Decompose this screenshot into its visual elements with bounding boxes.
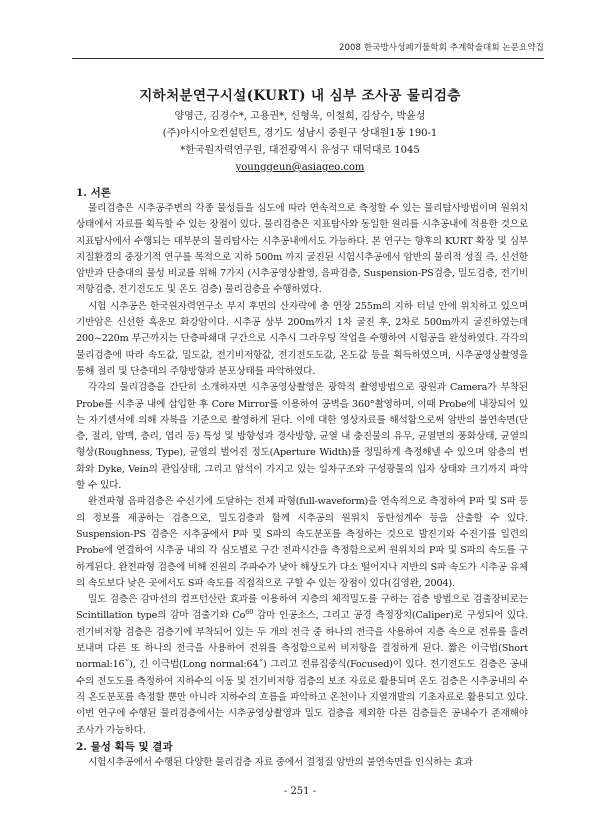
paragraph: 각각의 물리검층을 간단히 소개하자면 시추공영상촬영은 광학적 촬영방법으로 광원과 Camera가 부착된 Probe를 시추공 내에 삽입한 후 Core Mirror를 이용하여 공벽을 360°촬영하며, 이때 Probe에 내장되어 있는 자기센서에 의해 자북을 기준으로 촬영하게 된다. 이에 대한 영상자료를 해석함으로써 암반의 불연속면(단층, 절리, 암맥, 층리, 엽리 등) 특성 및 방향성과 경사방향, 균열 내 충진물의 유무, 균열면의 풍화상태, 균열의 형상(Roughness, Type), 균열의 벌어진 정도(Aperture Width)를 정밀하게 측정해낼 수 있으며 암층의 변화와 Dyke, Vein의 관입상태, 그리고 암석이 가지고 있는 일차구조와 구성광물의 입자 상태와 크기까지 파악할 수 있다.: [76, 382, 528, 492]
page-number: - 251 -: [283, 786, 317, 797]
paragraph: 물리검층은 시추공주변의 각종 물성들을 심도에 따라 연속적으로 측정할 수 있는 물리탐사방법이며 원위치상태에서 자료를 획득할 수 있는 장점이 있다. 물리검층은 지표탐사와 동일한 원리를 시추공내에 적용한 것으로 지표탐사에서 수행되는 대부분의 물리탐사는 시추공내에서도 가능하다. 본 연구는 향후의 KURT 확장 및 심부지질환경의 중장기적 연구를 목적으로 지하 500m 까지 굴진된 시험시추공에서 암반의 물리적 성질 즉, 신선한 암반과 단층대의 물성 비교를 위해 7가지 (시추공영상촬영, 음파검층, Suspension-PS검층, 밀도검층, 전기비저항검층, 전기전도도 및 온도 검층) 물리검층을 수행하였다.: [76, 203, 528, 296]
author-list: 양영근, 김경수*, 고용권*, 신형욱, 이철희, 김상수, 박윤성: [174, 111, 426, 122]
author-block: [0, 108, 600, 176]
paragraph: 시험 시추공은 한국원자력연구소 부지 후면의 산자락에 총 연장 255m의 지하 터널 안에 위치하고 있으며 기반암은 신선한 흑운모 화강암이다. 시추공 상부 200m까지 1차 굴진 후, 2차로 500m까지 굴진하였는데 200~220m 부근까지는 단층파쇄대 구간으로 시추시 그라우팅 작업을 수행하여 시험공을 완성하였다. 각각의 물리검층에 따라 속도값, 밀도값, 전기비저항값, 전기전도도값, 온도값 등을 획득하였으며, 시추공영상촬영을 통해 절리 및 단층대의 주향방향과 분포상태를 파악하였다.: [76, 300, 528, 377]
paper-title: 지하처분연구시설(KURT) 내 심부 조사공 물리검층: [139, 88, 461, 104]
section-1-heading: 1. 서론: [76, 187, 111, 199]
section-2-body: [76, 755, 528, 771]
paragraph-part: 감마 인공소스, 그리고 공경 측정장치(Caliper)로 구성되어 있다. 전기비저항 검층은 검층기에 부착되어 있는 두 개의 전극 중 하나의 전극을 사용하여 지층 속으로 전류를 흘려 보내며 다른 또 하나의 전극을 사용하여 전위를 측정함으로써 비저항을 결정하게 된다. 짧은 이극법(Short normal:16˝), 긴 이극법(Long normal:64˝) 그리고 전류집중식(Focused)이 있다. 전기전도도 검층은 공내수의 전도도를 측정하여 지하수의 이동 및 전기비저항 검층의 보조 자료로 활용되며 온도 검층은 시추공내의 수직 온도분포를 측정할 뿐만 아니라 지하수의 흐름을 파악하고 온천이나 지열개발의 기초자료로 활용되고 있다. 이번 연구에 수행된 물리검층에서는 시추공영상촬영과 밀도 검층을 제외한 다른 검층들은 공내수가 존재해야 조사가 가능하다.: [76, 610, 529, 736]
author-email[interactable]: younggeun@asiageo.com: [235, 162, 365, 173]
section-2-heading: 2. 물성 획득 및 결과: [76, 741, 173, 753]
isotope-superscript: 60: [245, 608, 254, 617]
header-rule: [72, 58, 544, 59]
paragraph: [76, 592, 528, 739]
affiliation-2: *한국원자력연구원, 대전광역시 유성구 대덕대로 1045: [180, 145, 420, 156]
paragraph-part: 밀도 검층은 감마선의 컴프턴산란 효과를 이용하여 지층의 체적밀도를 구하는 검층 방법으로 검출장비로는 Scintillation type의 감마 검출기와 Co: [76, 594, 528, 622]
paragraph: 시험시추공에서 수행된 다양한 물리검층 자료 중에서 결정질 암반의 불연속면을 인식하는 효과: [88, 757, 473, 768]
paragraph: 완전파형 음파검층은 수신기에 도달하는 전체 파형(full-waveform)을 연속적으로 측정하여 P파 및 S파 등의 정보를 제공하는 검층으로, 밀도검층과 함께 시추공의 원위치 동탄성계수 등을 산출할 수 있다. Suspension-PS 검층은 시추공에서 P파 및 S파의 속도분포를 측정하는 것으로 발진기와 수진기를 일련의 Probe에 연결하여 시추공 내의 각 심도별로 구간 전파시간을 측정함으로써 원위치의 P파 및 S파의 속도를 구하게된다. 완전파형 검층에 비해 진원의 주파수가 낮아 해상도가 다소 떨어지나 지반의 S파 속도가 시추공 유체의 속도보다 낮은 곳에서도 S파 속도를 직접적으로 구할 수 있는 장점이 있다(김영완, 2004).: [76, 496, 528, 589]
affiliation-1: (주)아시아오컨설턴트, 경기도 성남시 중원구 상대원1동 190-1: [162, 128, 438, 139]
section-1-body: [76, 201, 528, 739]
running-header: 2008 한국방사성폐기물학회 추계학술대회 논문요약집: [339, 43, 544, 53]
